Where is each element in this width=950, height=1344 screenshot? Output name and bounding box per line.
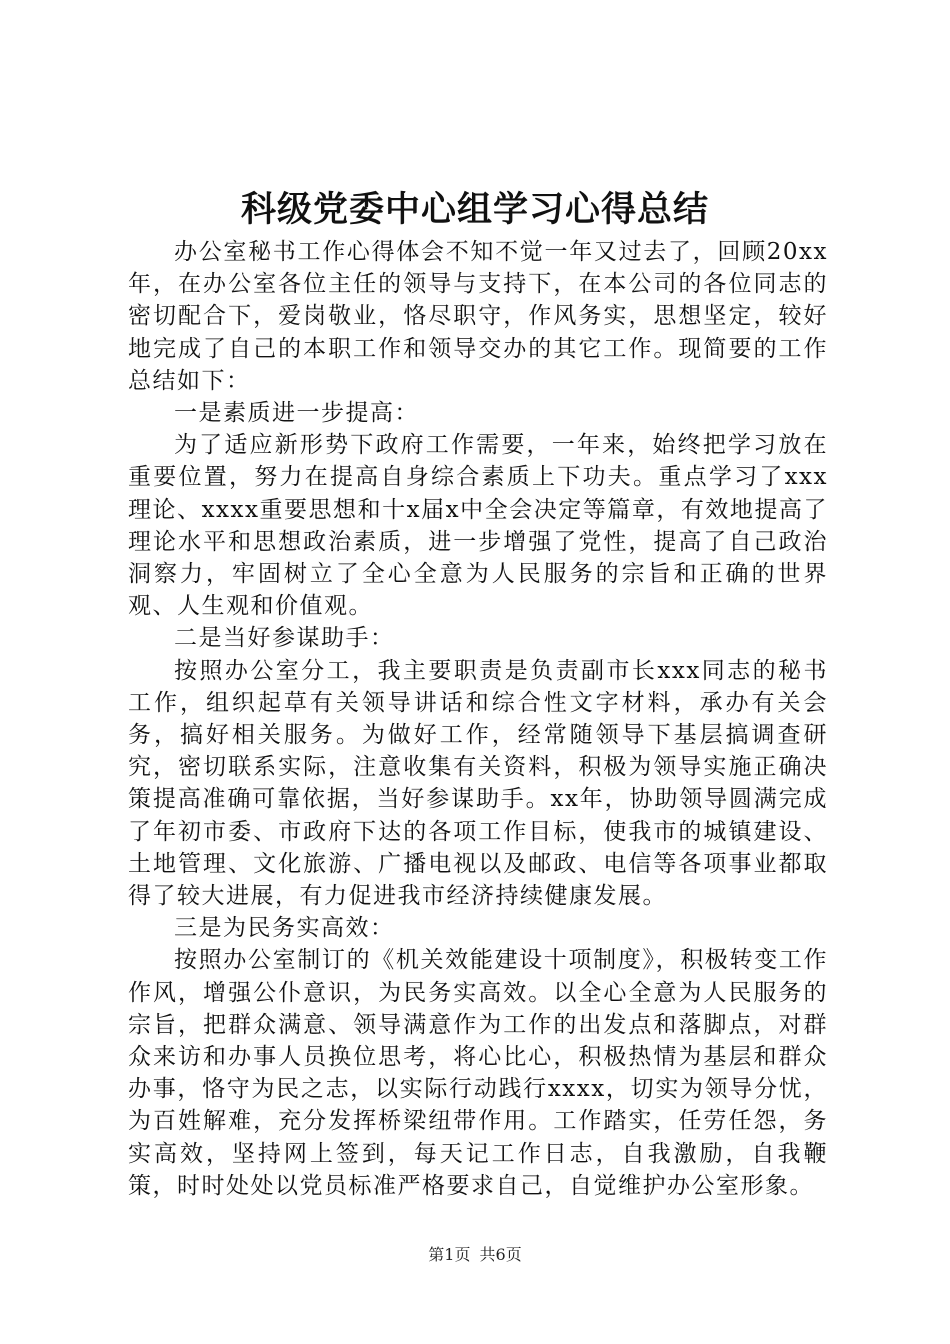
document-body — [128, 236, 828, 1202]
section-heading-1: 一是素质进一步提高： — [174, 400, 419, 427]
page-number: 第1页 — [428, 1245, 471, 1264]
paragraph-section-2: 按照办公室分工，我主要职责是负责副市长xxx同志的秘书工作，组织起草有关领导讲话和综合性文字材料，承办有关会务，搞好相关服务。为做好工作，经常随领导下基层搞调查研究，密切联系实际，注意收集有关资料，积极为领导实施正确决策提高准确可靠依据，当好参谋助手。xx年，协助领导圆满完成了年初市委、市政府下达的各项工作目标，使我市的城镇建设、土地管理、文化旅游、广播电视以及邮政、电信等各项事业都取得了较大进展，有力促进我市经济持续健康发展。 — [128, 657, 828, 910]
section-heading-3: 三是为民务实高效： — [174, 915, 395, 942]
paragraph-intro: 办公室秘书工作心得体会不知不觉一年又过去了，回顾20xx年，在办公室各位主任的领导与支持下，在本公司的各位同志的密切配合下，爱岗敬业，恪尽职守，作风务实，思想坚定，较好地完成了自己的本职工作和领导交办的其它工作。现简要的工作总结如下： — [128, 239, 828, 394]
section-heading-2: 二是当好参谋助手： — [174, 625, 395, 652]
paragraph-section-1: 为了适应新形势下政府工作需要，一年来，始终把学习放在重要位置，努力在提高自身综合素质上下功夫。重点学习了xxx理论、xxxx重要思想和十x届x中全会决定等篇章，有效地提高了理论水平和思想政治素质，进一步增强了党性，提高了自己政治洞察力，牢固树立了全心全意为人民服务的宗旨和正确的世界观、人生观和价值观。 — [128, 432, 828, 620]
document-title: 科级党委中心组学习心得总结 — [240, 189, 709, 230]
page-total: 共6页 — [479, 1245, 522, 1264]
page-footer — [0, 1244, 950, 1266]
paragraph-section-3: 按照办公室制订的《机关效能建设十项制度》，积极转变工作作风，增强公仆意识，为民务实高效。以全心全意为人民服务的宗旨，把群众满意、领导满意作为工作的出发点和落脚点，对群众来访和办事人员换位思考，将心比心，积极热情为基层和群众办事，恪守为民之志，以实际行动践行xxxx，切实为领导分忧，为百姓解难，充分发挥桥梁纽带作用。工作踏实，任劳任怨，务实高效，坚持网上签到，每天记工作日志，自我激励，自我鞭策，时时处处以党员标准严格要求自己，自觉维护办公室形象。 — [128, 947, 828, 1199]
